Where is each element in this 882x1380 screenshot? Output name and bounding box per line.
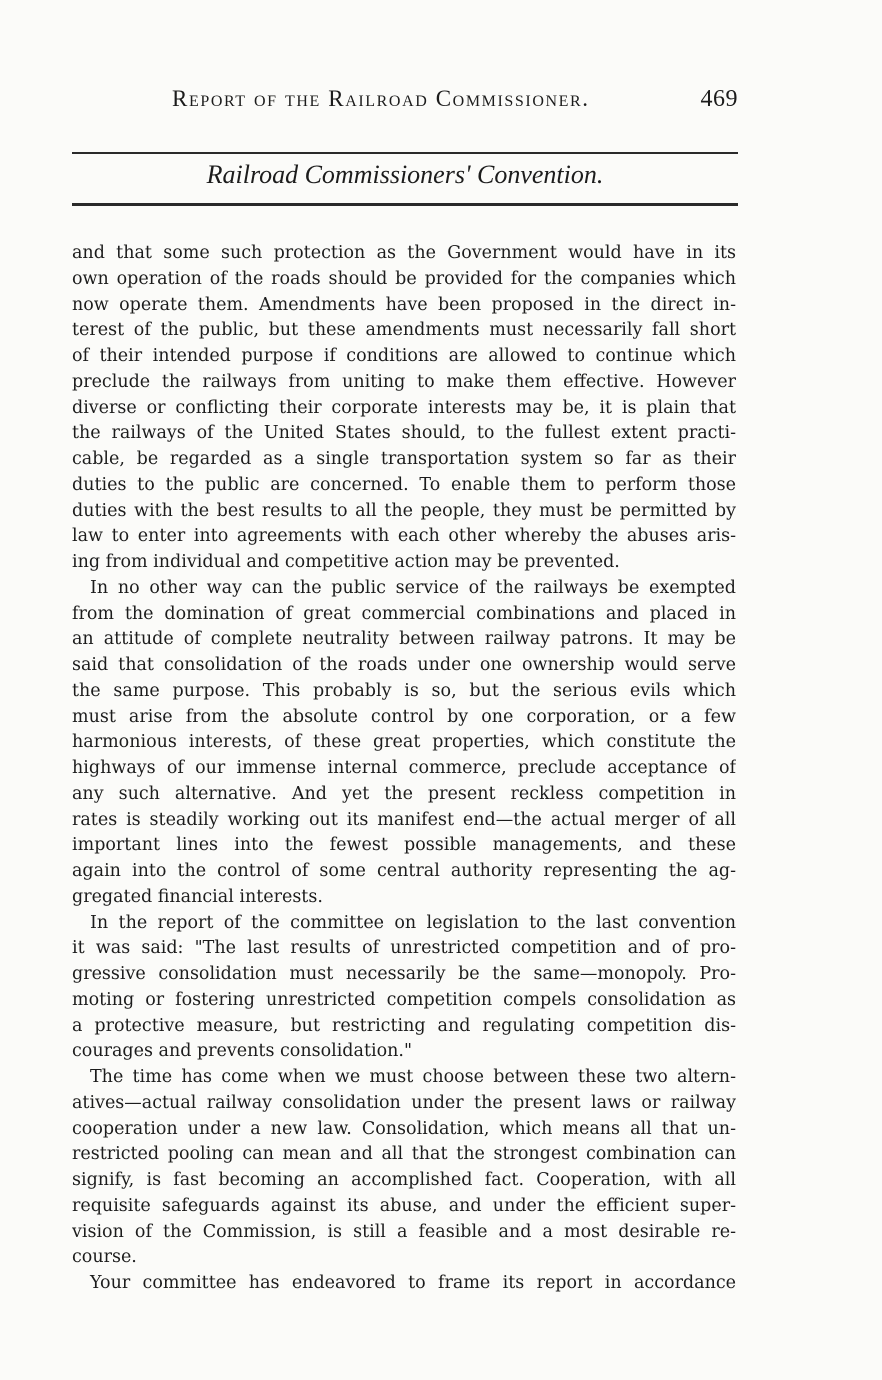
text-line: rates is steadily working out its manifest end—the actual merger of all bbox=[72, 809, 736, 830]
text-line: restricted pooling can mean and all that the strongest combination can bbox=[72, 1144, 736, 1165]
text-line: now operate them. Amendments have been proposed in the direct in- bbox=[72, 294, 736, 315]
header-rule-top bbox=[72, 152, 738, 154]
text-line: law to enter into agreements with each other whereby the abuses aris- bbox=[72, 526, 736, 547]
text-line: requisite safeguards against its abuse, and under the efficient super- bbox=[72, 1195, 736, 1216]
text-line: highways of our immense internal commerce, preclude acceptance of bbox=[72, 758, 736, 778]
text-line: Your committee has endeavored to frame its report in accordance bbox=[90, 1273, 736, 1293]
text-line: the same purpose. This probably is so, but the serious evils which bbox=[72, 680, 736, 701]
running-head bbox=[72, 86, 738, 120]
text-line: courages and prevents consolidation." bbox=[72, 1041, 412, 1062]
text-line: diverse or conflicting their corporate interests may be, it is plain that bbox=[72, 397, 736, 418]
text-line: any such alternative. And yet the present reckless competition in bbox=[72, 783, 736, 804]
header-rule-bottom bbox=[72, 203, 738, 206]
text-line: must arise from the absolute control by one corporation, or a few bbox=[72, 706, 736, 727]
text-line: gressive consolidation must necessarily be the same—monopoly. Pro- bbox=[72, 964, 736, 984]
running-title: Report of the Railroad Commissioner. bbox=[172, 86, 590, 111]
text-line: an attitude of complete neutrality between railway patrons. It may be bbox=[72, 629, 736, 650]
text-line: said that consolidation of the roads under one ownership would serve bbox=[72, 655, 736, 675]
text-line: preclude the railways from uniting to make them effective. However bbox=[72, 371, 736, 392]
text-line: a protective measure, but restricting and regulating competition dis- bbox=[72, 1015, 736, 1036]
text-line: cable, be regarded as a single transportation system so far as their bbox=[72, 449, 736, 469]
text-line: course. bbox=[72, 1247, 137, 1268]
text-line: moting or fostering unrestricted competition compels consolidation as bbox=[72, 989, 736, 1010]
text-line: gregated financial interests. bbox=[72, 886, 323, 907]
text-line: atives—actual railway consolidation under the present laws or railway bbox=[72, 1092, 736, 1113]
text-line: terest of the public, but these amendments must necessarily fall short bbox=[72, 320, 736, 341]
text-line: In the report of the committee on legislation to the last convention bbox=[90, 912, 736, 933]
text-line: In no other way can the public service of the railways be exempted bbox=[90, 577, 736, 598]
text-line: cooperation under a new law. Consolidation, which means all that un- bbox=[72, 1118, 736, 1139]
text-line: signify, is fast becoming an accomplished fact. Cooperation, with all bbox=[72, 1170, 736, 1190]
text-line: harmonious interests, of these great properties, which constitute the bbox=[72, 732, 736, 753]
body-text bbox=[72, 241, 736, 1297]
text-line: from the domination of great commercial combinations and placed in bbox=[72, 603, 736, 624]
text-line: it was said: "The last results of unrestricted competition and of pro- bbox=[72, 938, 736, 959]
text-line: again into the control of some central authority representing the ag- bbox=[72, 861, 736, 881]
text-line: the railways of the United States should, to the fullest extent practi- bbox=[72, 423, 736, 444]
section-title: Railroad Commissioners' Convention. bbox=[206, 160, 604, 189]
text-line: duties with the best results to all the people, they must be permitted by bbox=[72, 500, 736, 521]
text-line: duties to the public are concerned. To enable them to perform those bbox=[72, 474, 736, 495]
text-line: vision of the Commission, is still a feasible and a most desirable re- bbox=[72, 1221, 736, 1242]
text-line: The time has come when we must choose between these two altern- bbox=[90, 1067, 736, 1087]
text-line: of their intended purpose if conditions are allowed to continue which bbox=[72, 346, 736, 366]
text-line: own operation of the roads should be provided for the companies which bbox=[72, 268, 736, 289]
text-line: important lines into the fewest possible managements, and these bbox=[72, 835, 736, 856]
page-number: 469 bbox=[700, 86, 738, 112]
text-line: ing from individual and competitive action may be prevented. bbox=[72, 552, 620, 572]
text-line: and that some such protection as the Government would have in its bbox=[72, 243, 736, 263]
